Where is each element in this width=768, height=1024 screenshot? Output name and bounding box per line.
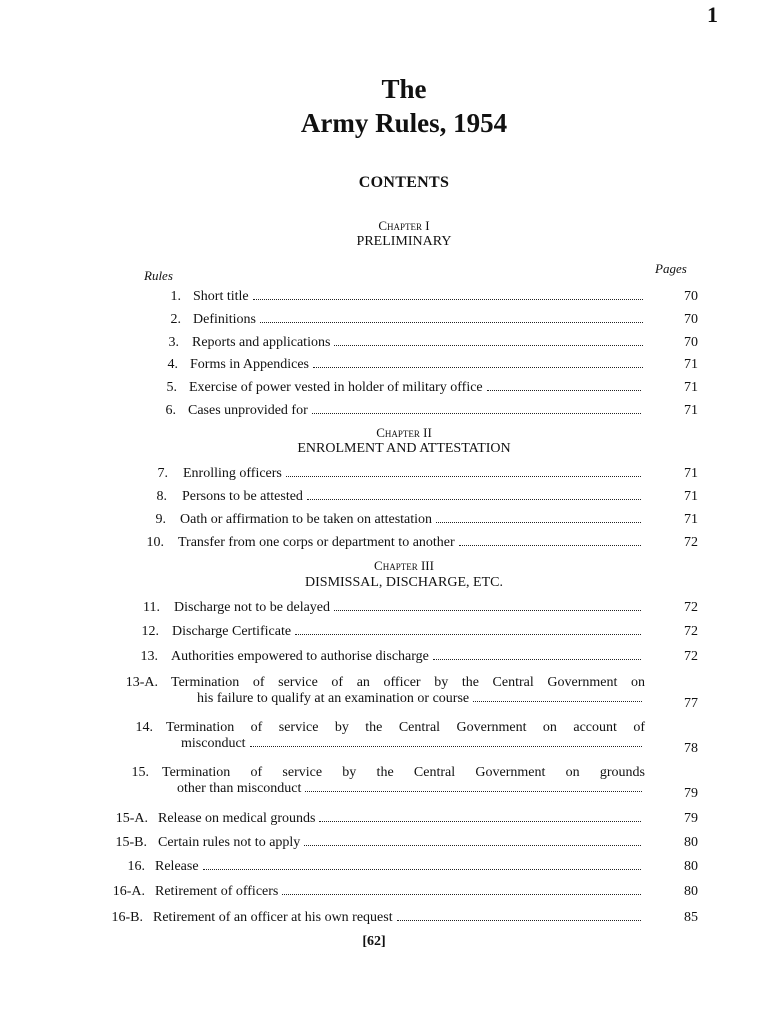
toc-entry [0,765,768,811]
title-line-2: Army Rules, 1954 [300,108,508,138]
toc-entry [0,380,768,404]
toc-entry [0,675,768,721]
rule-number: 16. [127,859,145,874]
page-number: 71 [684,489,698,504]
rule-title: Persons to be attested [182,489,303,504]
rule-title-continued: misconduct [181,736,246,751]
rule-number: 13. [140,649,158,664]
rule-number: 15. [131,765,149,780]
dot-leader [433,658,641,660]
rule-title: Certain rules not to apply [158,835,301,850]
title-line-1: The [381,74,427,104]
toc-entry [0,535,768,559]
toc-entry [0,335,768,359]
page-number: 72 [684,649,698,664]
dot-leader [319,820,641,822]
rule-number: 2. [170,312,181,327]
toc-entry [0,512,768,536]
dot-leader [260,321,643,323]
page-number: 70 [684,289,698,304]
dot-leader [473,700,642,702]
dot-leader [334,344,643,346]
page-number: 80 [684,884,698,899]
rule-title: Discharge Certificate [172,624,292,639]
rule-title-continued: his failure to qualify at an examination or course [197,691,470,706]
rule-number: 14. [135,720,153,735]
toc-entry [0,357,768,381]
toc-entry [0,649,768,673]
rule-number: 3. [168,335,179,350]
rule-number: 13-A. [125,675,158,690]
page-number: 80 [684,835,698,850]
chapter-label: Chapter I [378,218,430,233]
rule-number: 12. [141,624,159,639]
rule-number: 6. [165,403,176,418]
dot-leader [250,745,642,747]
page-number: 71 [684,512,698,527]
toc-entry [0,910,768,934]
chapter-label: Chapter III [374,558,434,573]
rule-title: Release [155,859,199,874]
rule-title: Forms in Appendices [190,357,309,372]
rule-number: 15-B. [115,835,147,850]
rule-title: Retirement of an officer at his own request [153,910,393,925]
toc-entry [0,720,768,766]
toc-entry [0,466,768,490]
rule-title-continued: other than misconduct [177,781,302,796]
page-number: 79 [684,811,698,826]
dot-leader [487,389,641,391]
dot-leader [397,919,641,921]
page-number: 71 [684,357,698,372]
chapter-title: ENROLMENT AND ATTESTATION [297,441,511,456]
page-number: 70 [684,312,698,327]
rule-title: Transfer from one corps or department to another [178,535,455,550]
rule-number: 11. [143,600,160,615]
rule-title: Short title [193,289,249,304]
toc-entry [0,312,768,336]
dot-leader [282,893,641,895]
rule-number: 5. [166,380,177,395]
dot-leader [313,366,643,368]
corner-mark: 1 [707,2,718,27]
rule-number: 4. [167,357,178,372]
dot-leader [305,790,642,792]
rule-number: 1. [170,289,181,304]
pages-column-heading: Pages [655,261,687,276]
toc-entry [0,811,768,835]
page-number: 70 [684,335,698,350]
toc-entry [0,859,768,883]
rule-number: 16-B. [111,910,143,925]
rule-title: Definitions [193,312,256,327]
page-number: 72 [684,624,698,639]
rule-title: Release on medical grounds [158,811,316,826]
rule-number: 10. [146,535,164,550]
rule-title: Termination of service by the Central Government on account of [166,720,645,735]
page-number: 80 [684,859,698,874]
dot-leader [459,544,641,546]
page-number: 85 [684,910,698,925]
rule-title: Cases unprovided for [188,403,308,418]
rule-title: Enrolling officers [183,466,282,481]
rule-title: Termination of service by the Central Government on grounds [162,765,645,780]
toc-entry [0,489,768,513]
rule-title: Termination of service of an officer by the Central Government on [171,675,645,690]
dot-leader [253,298,643,300]
page-number: 71 [684,380,698,395]
rule-title: Exercise of power vested in holder of military office [189,380,483,395]
rule-title: Authorities empowered to authorise discharge [171,649,429,664]
rule-number: 8. [156,489,167,504]
rule-number: 7. [157,466,168,481]
dot-leader [295,633,641,635]
rule-number: 16-A. [112,884,145,899]
toc-entry [0,835,768,859]
rule-title: Reports and applications [192,335,331,350]
page-number: 71 [684,466,698,481]
rule-number: 15-A. [115,811,148,826]
page-number: 77 [684,696,698,711]
page-number: 72 [684,535,698,550]
page-number: 72 [684,600,698,615]
rule-number: 9. [155,512,166,527]
dot-leader [312,412,641,414]
chapter-title: PRELIMINARY [356,234,452,249]
page-number-footer: [62] [362,934,386,949]
page-number: 71 [684,403,698,418]
dot-leader [334,609,641,611]
toc-entry [0,289,768,313]
rules-column-heading: Rules [144,268,173,283]
contents-heading: CONTENTS [358,174,450,191]
rule-title: Retirement of officers [155,884,279,899]
toc-entry [0,403,768,427]
rule-title: Oath or affirmation to be taken on attestation [180,512,433,527]
page-number: 78 [684,741,698,756]
dot-leader [304,844,641,846]
rule-title: Discharge not to be delayed [174,600,331,615]
dot-leader [436,521,641,523]
dot-leader [203,868,641,870]
dot-leader [286,475,641,477]
chapter-label: Chapter II [376,425,432,440]
page-number: 79 [684,786,698,801]
chapter-title: DISMISSAL, DISCHARGE, ETC. [305,575,503,590]
dot-leader [307,498,641,500]
toc-entry [0,624,768,648]
toc-entry [0,600,768,624]
toc-entry [0,884,768,908]
